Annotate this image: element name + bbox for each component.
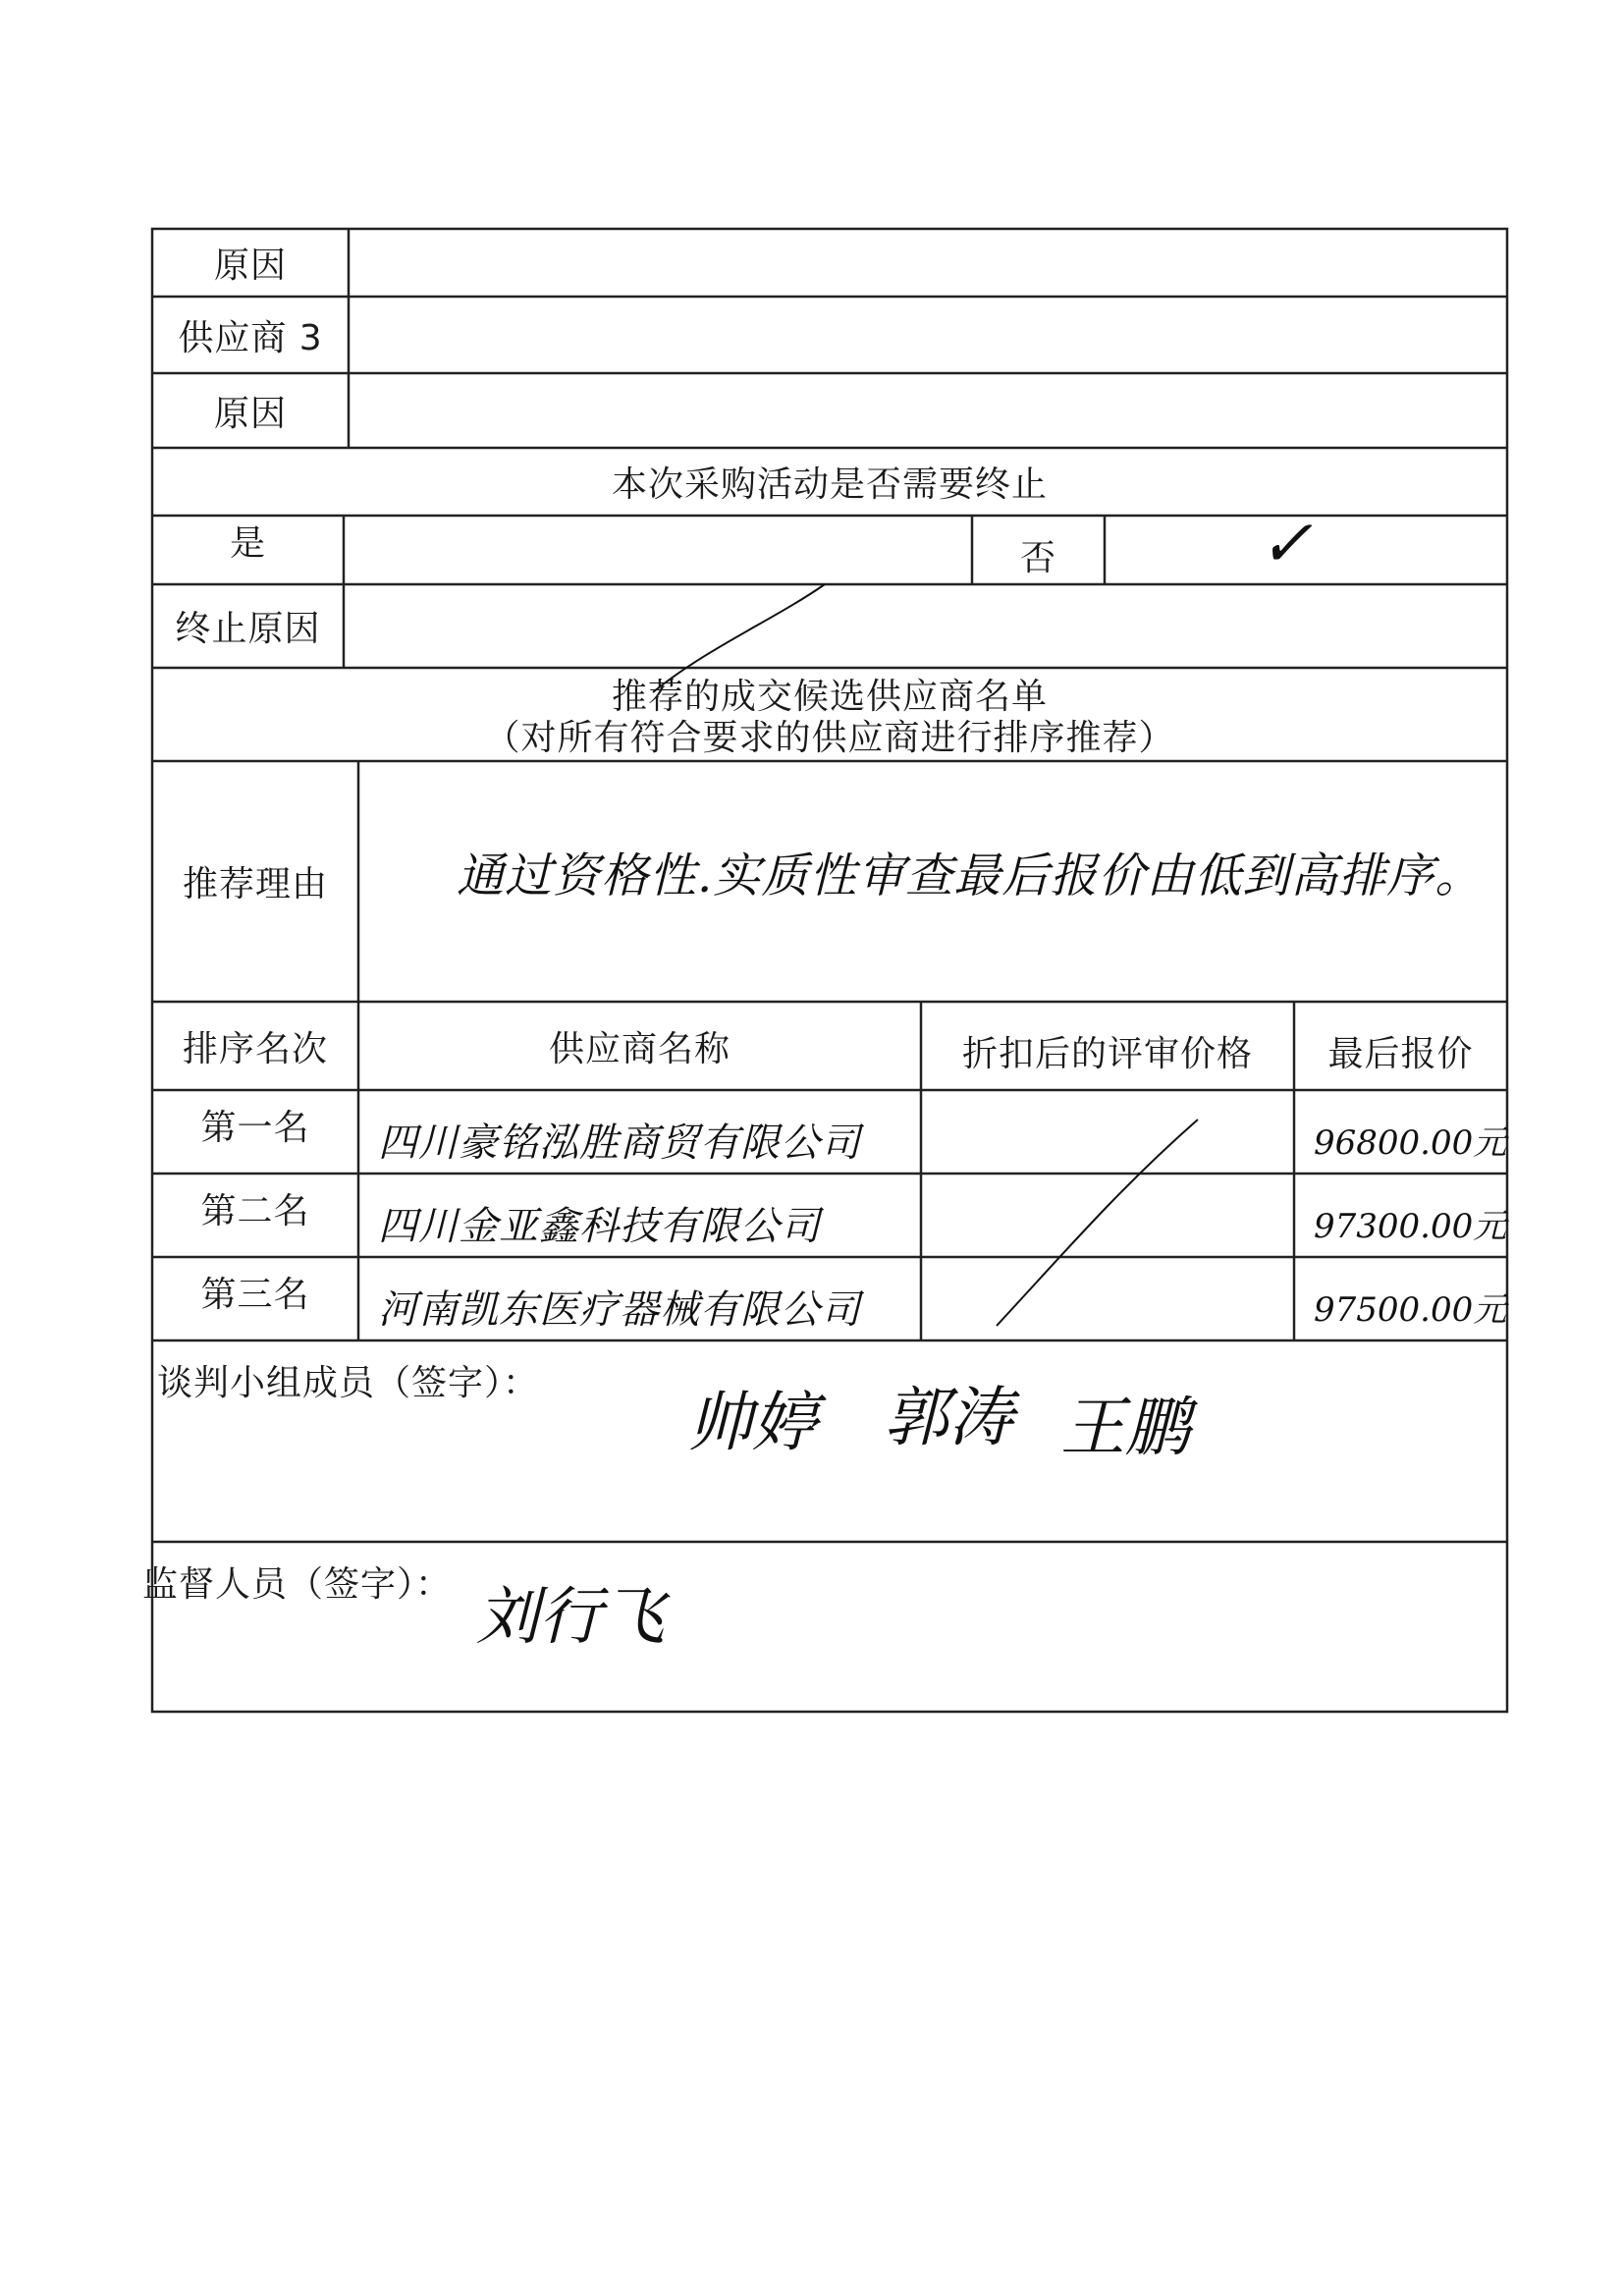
team-signature-1[interactable]: 帅婷 xyxy=(687,1385,817,1460)
supplier-3-field[interactable] xyxy=(349,297,1507,373)
rank-2: 第二名 xyxy=(200,1190,310,1231)
recommend-reason-text[interactable]: 通过资格性.实质性审查最后报价由低到高排序。 xyxy=(457,848,1484,903)
reason-label-1: 原因 xyxy=(213,246,287,286)
supplier-3-label: 供应商 3 xyxy=(178,317,323,358)
final-price-header: 最后报价 xyxy=(1327,1033,1474,1074)
discount-price-header: 折扣后的评审价格 xyxy=(961,1033,1253,1074)
procurement-result-form xyxy=(137,226,1512,1719)
team-signature-2[interactable]: 郭涛 xyxy=(884,1380,1013,1455)
recommend-reason-label: 推荐理由 xyxy=(182,864,328,904)
reason-field-2[interactable] xyxy=(349,373,1507,448)
no-label: 否 xyxy=(1019,537,1056,578)
no-checkmark[interactable]: ✓ xyxy=(1258,505,1315,581)
final-price-2[interactable]: 97300.00元 xyxy=(1314,1206,1507,1246)
supervisor-signature[interactable]: 刘行飞 xyxy=(476,1581,665,1654)
yes-label: 是 xyxy=(229,522,266,564)
supplier-name-header: 供应商名称 xyxy=(548,1028,730,1069)
supplier-name-3[interactable]: 河南凯东医疗器械有限公司 xyxy=(378,1286,861,1333)
rank-3: 第三名 xyxy=(200,1275,310,1315)
negotiation-team-label: 谈判小组成员（签字）： xyxy=(157,1362,540,1403)
final-price-3[interactable]: 97500.00元 xyxy=(1314,1289,1507,1330)
yes-field[interactable] xyxy=(344,516,972,584)
recommend-subheading: （对所有符合要求的供应商进行排序推荐） xyxy=(484,717,1175,758)
termination-reason-field[interactable] xyxy=(344,584,1507,668)
rank-header: 排序名次 xyxy=(182,1028,328,1069)
rank-1: 第一名 xyxy=(200,1107,310,1148)
supplier-name-2[interactable]: 四川金亚鑫科技有限公司 xyxy=(378,1203,821,1249)
reason-label-2: 原因 xyxy=(213,393,287,434)
recommend-heading: 推荐的成交候选供应商名单 xyxy=(611,676,1048,717)
termination-question: 本次采购活动是否需要终止 xyxy=(611,465,1048,505)
supplier-name-1[interactable]: 四川豪铭泓胜商贸有限公司 xyxy=(378,1120,861,1166)
termination-reason-label: 终止原因 xyxy=(175,609,321,649)
reason-field-1[interactable] xyxy=(349,229,1507,297)
team-signature-3[interactable]: 王鹏 xyxy=(1060,1390,1190,1465)
final-price-1[interactable]: 96800.00元 xyxy=(1314,1122,1507,1163)
supervisor-label: 监督人员（签字）： xyxy=(142,1563,453,1605)
